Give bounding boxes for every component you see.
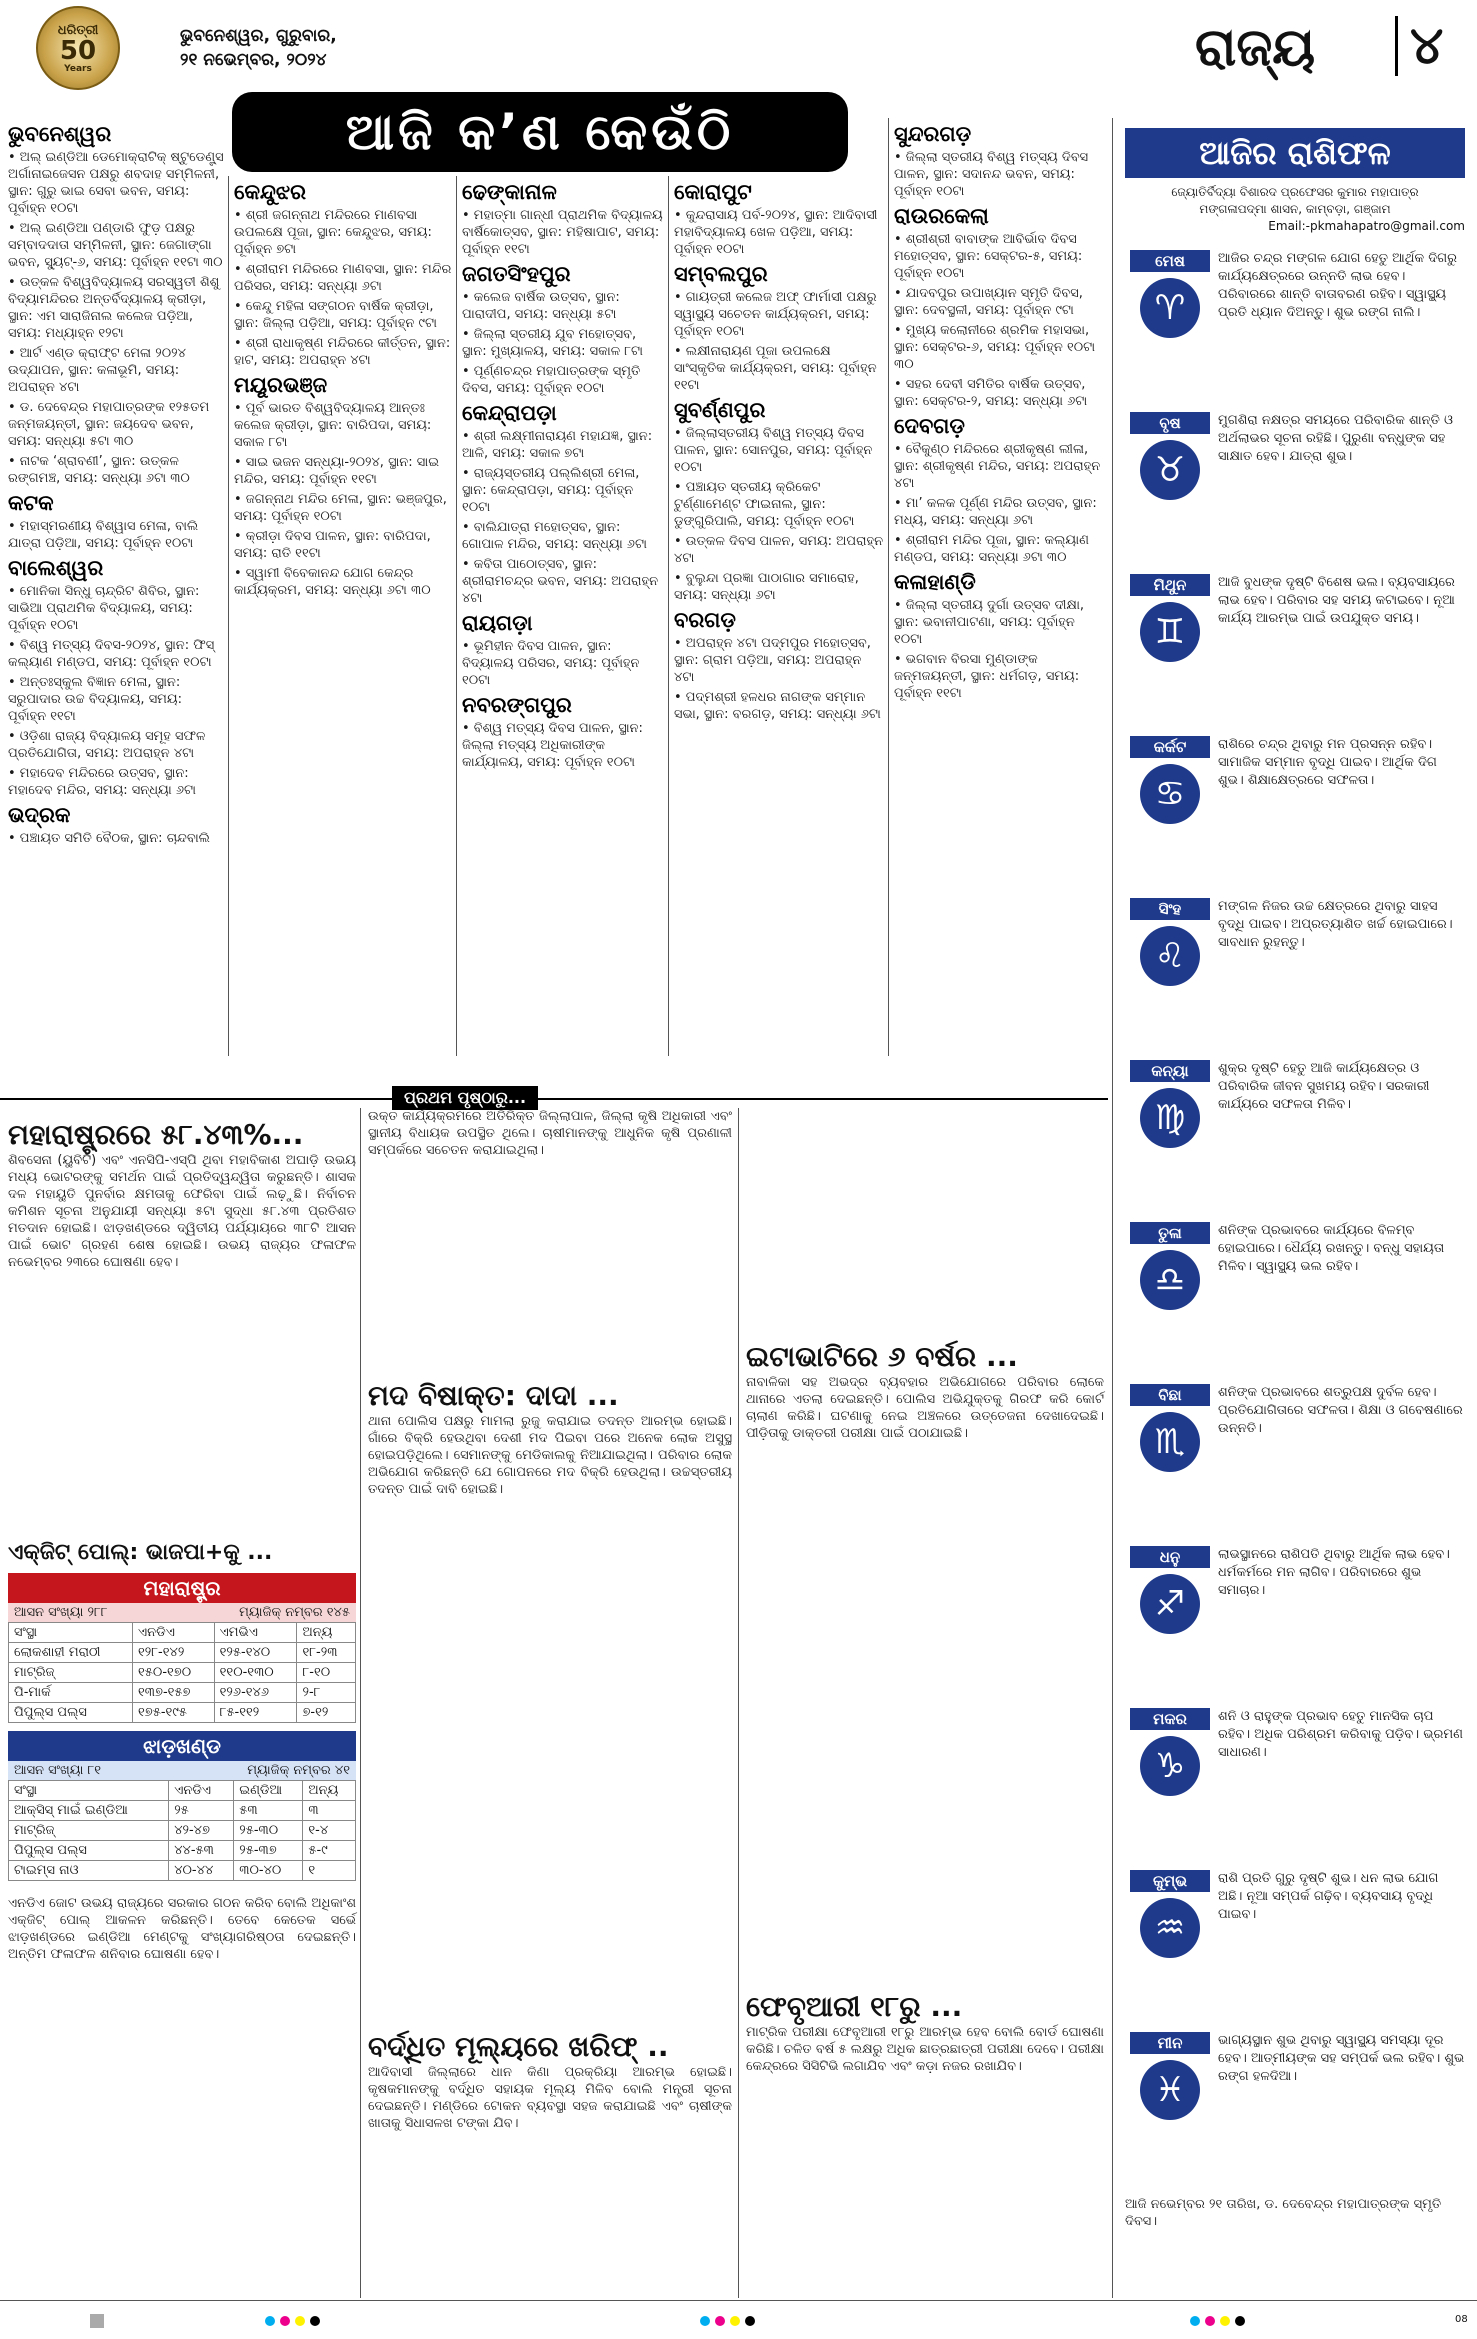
front-page-tag: ପ୍ରଥମ ପୃଷ୍ଠାରୁ... [392, 1086, 538, 1110]
event-city-heading: ଭୁବନେଶ୍ୱର [8, 122, 112, 146]
event-city-heading: ଢେଙ୍କାନାଳ [462, 180, 557, 204]
table-cell: ୧୧୦-୧୩୦ [214, 1663, 297, 1683]
event-item: • ଲକ୍ଷୀନାରାୟଣ ପୂଜା ଉପଲକ୍ଷେ ସାଂସ୍କୃତିକ କାର୍ଯ୍ୟକ୍ରମ, ସମୟ: ପୂର୍ବାହ୍ନ ୧୧ଟା [674, 344, 877, 393]
zodiac-sign-name: ସିଂହ [1130, 898, 1210, 920]
zodiac-sign-badge [1130, 736, 1210, 830]
story-2-lead: ଉକ୍ତ କାର୍ଯ୍ୟକ୍ରମରେ ଅତିରିକ୍ତ ଜିଲ୍ଲାପାଳ, ଜିଲ୍ଲା କୃଷି ଅଧିକାରୀ ଏବଂ ସ୍ଥାନୀୟ ବିଧାୟକ ଉପସ୍ଥିତ ଥିଲେ। ଚାଷୀମାନଙ୍କୁ ଆଧୁନିକ କୃଷି ପ୍ରଣାଳୀ ସମ୍ପର୍କରେ ସଚେତନ କରାଯାଇଥିଲା। [368, 1109, 732, 1158]
zodiac-sign-name: ମୀନ [1130, 2032, 1210, 2054]
event-item: • ଯାଦବପୁର ଉପାଖ୍ୟାନ ସ୍ମୃତି ଦିବସ, ସ୍ଥାନ: ଦେବସ୍ଥଳୀ, ସମୟ: ପୂର୍ବାହ୍ନ ୯ଟା [894, 286, 1083, 318]
zodiac-symbol-icon: ♐ [1140, 1574, 1200, 1634]
event-city-heading: ଜଗତସିଂହପୁର [462, 262, 571, 286]
event-item: • ଶ୍ରୀରାମ ମନ୍ଦିରରେ ମାଣବସା, ସ୍ଥାନ: ମନ୍ଦିର ପରିସର, ସମୟ: ସନ୍ଧ୍ୟା ୬ଟା [234, 262, 452, 294]
event-item: • କ୍ରୀଡ଼ା ଦିବସ ପାଳନ, ସ୍ଥାନ: ବାରିପଦା, ସମୟ: ରାତି ୧୧ଟା [234, 529, 431, 561]
story-february [746, 1990, 1104, 2075]
event-item: • ଡ. ଦେବେନ୍ଦ୍ର ମହାପାତ୍ରଙ୍କ ୧୨୫ତମ ଜନ୍ମଜୟନ୍ତୀ, ସ୍ଥାନ: ଜୟଦେବ ଭବନ, ସମୟ: ସନ୍ଧ୍ୟା ୫ଟା ୩୦ [8, 400, 210, 449]
table-row [9, 1643, 356, 1663]
event-item: • ଜିଲ୍ଲା ସ୍ତରୀୟ ଯୁବ ମହୋତ୍ସବ, ସ୍ଥାନ: ମୁଖ୍ୟାଳୟ, ସମୟ: ସକାଳ ୮ଟା [462, 327, 643, 359]
event-item: • ମୋନିକା ସିନ୍ଧୁ ଚାନ୍ଦ୍ରିଟ ଶିବିର, ସ୍ଥାନ: ସାଭିଆ ପ୍ରାଥମିକ ବିଦ୍ୟାଳୟ, ସମୟ: ପୂର୍ବାହ୍ନ ୧୦ଟା [8, 584, 200, 633]
exit-poll-table [8, 1622, 356, 1723]
event-item: • ପଞ୍ଚାୟତ ସମିତି ବୈଠକ, ସ୍ଥାନ: ଚାନ୍ଦବାଲି [8, 831, 210, 846]
table-cell: ୪୦-୪୪ [169, 1861, 234, 1881]
table-cell: ୧-୪ [303, 1821, 356, 1841]
masthead [0, 0, 1477, 100]
rashiphala-title: ଆଜିର ରାଶିଫଳ [1125, 128, 1465, 178]
event-item: • ଭଗବାନ ବିରସା ମୁଣ୍ଡାଙ୍କ ଜନ୍ମଜୟନ୍ତୀ, ସ୍ଥାନ: ଧର୍ମଗଡ଼, ସମୟ: ପୂର୍ବାହ୍ନ ୧୧ଟା [894, 652, 1080, 701]
story-5-body: ନାବାଳିକା ସହ ଅଭଦ୍ର ବ୍ୟବହାର ଅଭିଯୋଗରେ ପରିବାର ଲୋକେ ଥାନାରେ ଏତଲା ଦେଇଛନ୍ତି। ପୋଲିସ ଅଭିଯୁକ୍ତକୁ ଗିରଫ କରି କୋର୍ଟ ଚାଲାଣ କରିଛି। ଘଟଣାକୁ ନେଇ ଅଞ୍ଚଳରେ ଉତ୍ତେଜନା ଦେଖାଦେଇଛି। ପୀଡ଼ିତାକୁ ଡାକ୍ତରୀ ପରୀକ୍ଷା ପାଇଁ ପଠାଯାଇଛି। [746, 1375, 1104, 1441]
zodiac-sign-badge [1130, 574, 1210, 668]
zodiac-forecast-text: ଶନିଙ୍କ ପ୍ରଭାବରେ କାର୍ଯ୍ୟରେ ବିଳମ୍ବ ହୋଇପାରେ। ଧୈର୍ଯ୍ୟ ରଖନ୍ତୁ। ବନ୍ଧୁ ସହାୟତା ମିଳିବ। ସ୍ୱାସ୍ଥ୍ୟ ଭଲ ରହିବ। [1218, 1223, 1445, 1274]
event-item: • ଶ୍ରୀଶ୍ରୀ ବାବାଙ୍କ ଆବିର୍ଭାବ ଦିବସ ମହୋତ୍ସବ, ସ୍ଥାନ: ସେକ୍ଟର-୫, ସମୟ: ପୂର୍ବାହ୍ନ ୧୦ଟା [894, 232, 1083, 281]
zodiac-symbol-icon: ♌ [1140, 926, 1200, 986]
event-item: • ବୈକୁଣ୍ଠ ମନ୍ଦିରରେ ଶ୍ରୀକୃଷ୍ଣ ଲୀଳା, ସ୍ଥାନ: ଶ୍ରୀକୃଷ୍ଣ ମନ୍ଦିର, ସମୟ: ଅପରାହ୍ନ ୪ଟା [894, 442, 1101, 491]
table-cell: ମାଟ୍ରିଜ୍ [9, 1663, 133, 1683]
event-city-heading: ମୟୂରଭଞ୍ଜ [234, 373, 328, 397]
event-item: • ବିଶ୍ୱ ମତ୍ସ୍ୟ ଦିବସ-୨୦୨୪, ସ୍ଥାନ: ଫିସ୍ କଲ୍ୟାଣ ମଣ୍ଡପ, ସମୟ: ପୂର୍ବାହ୍ନ ୧୦ଟା [8, 638, 215, 670]
zodiac-sign-name: କୁମ୍ଭ [1130, 1870, 1210, 1892]
story-maharashtra [8, 1118, 356, 1271]
story-6-body: ମାଟ୍ରିକ ପରୀକ୍ଷା ଫେବୃଆରୀ ୧୮ରୁ ଆରମ୍ଭ ହେବ ବୋଲି ବୋର୍ଡ ଘୋଷଣା କରିଛି। ଚଳିତ ବର୍ଷ ୫ ଲକ୍ଷରୁ ଅଧିକ ଛାତ୍ରଛାତ୍ରୀ ପରୀକ୍ଷା ଦେବେ। ପରୀକ୍ଷା କେନ୍ଦ୍ରରେ ସିସିଟିଭି ଲଗାଯିବ ଏବଂ କଡ଼ା ନଜର ରଖାଯିବ। [746, 2025, 1104, 2074]
event-item: • କବିତା ପାଠୋତ୍ସବ, ସ୍ଥାନ: ଶ୍ରୀରାମଚନ୍ଦ୍ର ଭବନ, ସମୟ: ଅପରାହ୍ନ ୪ଟା [462, 557, 659, 606]
zodiac-forecast-text: ଆଜିର ଚନ୍ଦ୍ର ମଙ୍ଗଳ ଯୋଗ ହେତୁ ଆର୍ଥିକ ଦିଗରୁ କାର୍ଯ୍ୟକ୍ଷେତ୍ରରେ ଉନ୍ନତି ଲାଭ ହେବ। ପରିବାରରେ ଶାନ୍ତି ବାତାବରଣ ରହିବ। ସ୍ୱାସ୍ଥ୍ୟ ପ୍ରତି ଧ୍ୟାନ ଦିଅନ୍ତୁ। ଶୁଭ ରଙ୍ଗ ନାଲି। [1218, 251, 1457, 320]
event-item: • ପଦ୍ମଶ୍ରୀ ହଳଧର ନାଗଙ୍କ ସମ୍ମାନ ସଭା, ସ୍ଥାନ: ବରଗଡ଼, ସମୟ: ସନ୍ଧ୍ୟା ୬ଟା [674, 690, 881, 722]
event-item: • ଭୂମିହୀନ ଦିବସ ପାଳନ, ସ୍ଥାନ: ବିଦ୍ୟାଳୟ ପରିସର, ସମୟ: ପୂର୍ବାହ୍ନ ୧୦ଟା [462, 639, 640, 688]
story-3-body: ଆଦିବାସୀ ଜିଲ୍ଲାରେ ଧାନ କିଣା ପ୍ରକ୍ରିୟା ଆରମ୍ଭ ହୋଇଛି। କୃଷକମାନଙ୍କୁ ବର୍ଦ୍ଧିତ ସହାୟକ ମୂଲ୍ୟ ମିଳିବ ବୋଲି ମନ୍ତ୍ରୀ ସୂଚନା ଦେଇଛନ୍ତି। ମଣ୍ଡିରେ ଟୋକନ ବ୍ୟବସ୍ଥା ସହଜ କରାଯାଇଛି ଏବଂ ଚାଷୀଙ୍କ ଖାତାକୁ ସିଧାସଳଖ ଟଙ୍କା ଯିବ। [368, 2065, 732, 2131]
majority-mark: ମ୍ୟାଜିକ୍ ନମ୍ବର ୪୧ [247, 1763, 350, 1778]
table-cell: ୧୮-୨୩ [297, 1643, 356, 1663]
rashiphala-byline [1125, 184, 1465, 235]
table-cell: ୨୫ [169, 1801, 234, 1821]
event-item: • ମୁଖ୍ୟ କଲୋନୀରେ ଶ୍ରମିକ ମହାସଭା, ସ୍ଥାନ: ସେକ୍ଟର-୬, ସମୟ: ପୂର୍ବାହ୍ନ ୧୦ଟା ୩୦ [894, 323, 1096, 372]
event-item: • ବିଶ୍ୱ ମତ୍ସ୍ୟ ଦିବସ ପାଳନ, ସ୍ଥାନ: ଜିଲ୍ଲା ମତ୍ସ୍ୟ ଅଧିକାରୀଙ୍କ କାର୍ଯ୍ୟାଳୟ, ସମୟ: ପୂର୍ବାହ୍ନ ୧୦ଟା [462, 721, 643, 770]
event-item: • ମହାଦେବ ମନ୍ଦିରରେ ଉତ୍ସବ, ସ୍ଥାନ: ମହାଦେବ ମନ୍ଦିର, ସମୟ: ସନ୍ଧ୍ୟା ୬ଟା [8, 766, 196, 798]
table-header: ସଂସ୍ଥା [9, 1781, 169, 1801]
events-col-3 [462, 176, 664, 1056]
table-cell: ୭-୧୨ [297, 1703, 356, 1723]
logo-word: ଧରିତ୍ରୀ [57, 22, 99, 38]
story-brick-kiln [746, 1340, 1104, 1442]
page-code: 08 [1455, 2314, 1468, 2325]
logo-sub: Years [64, 63, 92, 74]
event-item: • ଶ୍ରୀରାମ ମନ୍ଦିର ପୂଜା, ସ୍ଥାନ: କଲ୍ୟାଣ ମଣ୍ଡପ, ସମୟ: ସନ୍ଧ୍ୟା ୬ଟା ୩୦ [894, 533, 1089, 565]
zodiac-sign-badge [1130, 250, 1210, 344]
exit-poll-table [8, 1780, 356, 1881]
event-item: • ସ୍ୱାମୀ ବିବେକାନନ୍ଦ ଯୋଗ କେନ୍ଦ୍ର କାର୍ଯ୍ୟକ୍ରମ, ସମୟ: ସନ୍ଧ୍ୟା ୬ଟା ୩୦ [234, 566, 431, 598]
event-item: • ଗାୟତ୍ରୀ କଲେଜ ଅଫ୍ ଫାର୍ମାସୀ ପକ୍ଷରୁ ସ୍ୱାସ୍ଥ୍ୟ ସଚେତନ କାର୍ଯ୍ୟକ୍ରମ, ସମୟ: ପୂର୍ବାହ୍ନ ୧୦ଟା [674, 290, 877, 339]
table-cell: ୪୪-୫୩ [169, 1841, 234, 1861]
rashiphala-address: ମଙ୍ଗଳାପଦ୍ମା ଶାସନ, କାମ୍ବଡ଼ା, ଗଞ୍ଜାମ [1199, 202, 1391, 216]
event-city-heading: କଟକ [8, 491, 54, 515]
zodiac-forecast-text: ମୁଗଶିରା ନକ୍ଷତ୍ର ସମୟରେ ପରିବାରିକ ଶାନ୍ତି ଓ ଅର୍ଥଲାଭର ସୂଚନା ରହିଛି। ପୁରୁଣା ବନ୍ଧୁଙ୍କ ସହ ସାକ୍ଷାତ ହେବ। ଯାତ୍ରା ଶୁଭ। [1218, 413, 1453, 464]
event-item: • ଜିଲ୍ଲାସ୍ତରୀୟ ବିଶ୍ୱ ମତ୍ସ୍ୟ ଦିବସ ପାଳନ, ସ୍ଥାନ: ସୋନପୁର, ସମୟ: ପୂର୍ବାହ୍ନ ୧୦ଟା [674, 426, 873, 475]
event-city-heading: ସୁବର୍ଣ୍ଣପୁର [674, 398, 766, 422]
dateline [180, 24, 337, 72]
zodiac-sign-badge [1130, 898, 1210, 992]
table-cell: ୧୭୫-୧୯୫ [133, 1703, 215, 1723]
event-item: • ରାଜ୍ୟସ୍ତରୀୟ ପଲ୍ଲିଶ୍ରୀ ମେଳା, ସ୍ଥାନ: କେନ୍ଦ୍ରାପଡ଼ା, ସମୟ: ପୂର୍ବାହ୍ନ ୧୦ଟା [462, 466, 640, 515]
event-item: • ଶ୍ରୀ ଜଗନ୍ନାଥ ମନ୍ଦିରରେ ମାଣବସା ଉପଲକ୍ଷେ ପୂଜା, ସ୍ଥାନ: କେନ୍ଦୁଝର, ସମୟ: ପୂର୍ବାହ୍ନ ୭ଟା [234, 208, 432, 257]
table-header: ଅନ୍ୟ [297, 1623, 356, 1643]
event-item: • ପୂର୍ଣ୍ଣଚନ୍ଦ୍ର ମହାପାତ୍ରଙ୍କ ସ୍ମୃତି ଦିବସ, ସମୟ: ପୂର୍ବାହ୍ନ ୧୦ଟା [462, 364, 641, 396]
table-cell: ପି-ମାର୍କ [9, 1683, 133, 1703]
event-item: • କେନ୍ଦୁ ମହିଳା ସଙ୍ଗଠନ ବାର୍ଷିକ କ୍ରୀଡ଼ା, ସ୍ଥାନ: ଜିଲ୍ଲା ପଡ଼ିଆ, ସମୟ: ପୂର୍ବାହ୍ନ ୯ଟା [234, 299, 437, 331]
exit-poll-seat-info [8, 1603, 356, 1622]
newspaper-logo [36, 6, 120, 90]
zodiac-symbol-icon: ♋ [1140, 764, 1200, 824]
zodiac-sign-badge [1130, 1708, 1210, 1802]
exit-poll-section [8, 1540, 356, 1963]
story-5-headline: ଇଟାଭାଟିରେ ୬ ବର୍ଷର ... [746, 1340, 1018, 1373]
dateline-place: ଭୁବନେଶ୍ୱର, ଗୁରୁବାର, [180, 26, 337, 46]
event-city-heading: ରାଉରକେଲା [894, 204, 989, 228]
zodiac-sign-badge [1130, 1546, 1210, 1640]
event-item: • ବାଲିଯାତ୍ରା ମହୋତ୍ସବ, ସ୍ଥାନ: ଗୋପାଳ ମନ୍ଦିର, ସମୟ: ସନ୍ଧ୍ୟା ୬ଟା [462, 520, 647, 552]
event-item: • କୁନ୍ଦରାସାୟ ପର୍ବ-୨୦୨୪, ସ୍ଥାନ: ଆଦିବାସୀ ମହାବିଦ୍ୟାଳୟ ଖେଳ ପଡ଼ିଆ, ସମୟ: ପୂର୍ବାହ୍ନ ୧୦ଟା [674, 208, 878, 257]
page-number: ୪ [1410, 16, 1444, 76]
event-item: • ଜିଲ୍ଲା ସ୍ତରୀୟ ବିଶ୍ୱ ମତ୍ସ୍ୟ ଦିବସ ପାଳନ, ସ୍ଥାନ: ସଦାନନ୍ଦ ଭବନ, ସମୟ: ପୂର୍ବାହ୍ନ ୧୦ଟା [894, 150, 1089, 199]
zodiac-forecast-text: ମଙ୍ଗଳ ନିଜର ଉଚ୍ଚ କ୍ଷେତ୍ରରେ ଥିବାରୁ ସାହସ ବୃଦ୍ଧି ପାଇବ। ଅପ୍ରତ୍ୟାଶିତ ଖର୍ଚ୍ଚ ହୋଇପାରେ। ସାବଧାନ ରୁହନ୍ତୁ। [1218, 899, 1453, 950]
zodiac-forecast-text: ଲାଭସ୍ଥାନରେ ରାଶିପତି ଥିବାରୁ ଆର୍ଥିକ ଲାଭ ହେବ। ଧର୍ମକର୍ମରେ ମନ ଲାଗିବ। ପରିବାରରେ ଶୁଭ ସମାଚାର। [1218, 1547, 1450, 1598]
zodiac-symbol-icon: ♒ [1140, 1898, 1200, 1958]
table-cell: ୪୨-୪୭ [169, 1821, 234, 1841]
events-col-1 [8, 118, 224, 1058]
event-city-heading: ବରଗଡ଼ [674, 608, 736, 632]
event-item: • ଉତ୍କଳ ଦିବସ ପାଳନ, ସମୟ: ଅପରାହ୍ନ ୪ଟା [674, 534, 884, 566]
story-3-headline: ବର୍ଦ୍ଧିତ ମୂଲ୍ୟରେ ଖରିଫ୍ .. [368, 2030, 669, 2063]
zodiac-forecast-text: ଶନି ଓ ରାହୁଙ୍କ ପ୍ରଭାବ ହେତୁ ମାନସିକ ଚାପ ରହିବ। ଅଧିକ ପରିଶ୍ରମ କରିବାକୁ ପଡ଼ିବ। ଭ୍ରମଣ ସାଧାରଣ। [1218, 1709, 1463, 1760]
table-cell: ଲୋକଶାହୀ ମରାଠୀ [9, 1643, 133, 1663]
events-col-5 [894, 118, 1106, 1056]
table-cell: ୩ [303, 1801, 356, 1821]
event-item: • ଶ୍ରୀ ଲକ୍ଷ୍ମୀନାରାୟଣ ମହାଯଜ୍ଞ, ସ୍ଥାନ: ଆଳି, ସମୟ: ସକାଳ ୭ଟା [462, 429, 653, 461]
exit-poll-state: ଝାଡ଼ଖଣ୍ଡ [8, 1731, 356, 1761]
zodiac-symbol-icon: ♈ [1140, 278, 1200, 338]
table-cell: ୧ [303, 1861, 356, 1881]
zodiac-sign-name: ବୃଷ [1130, 412, 1210, 434]
event-city-heading: ଦେବଗଡ଼ [894, 414, 965, 438]
zodiac-sign-name: କର୍କଟ [1130, 736, 1210, 758]
table-row [9, 1841, 356, 1861]
table-cell: ୧୨୮-୧୪୨ [133, 1643, 215, 1663]
section-title: ରାଜ୍ୟ [1195, 18, 1316, 78]
event-city-heading: ସୁନ୍ଦରଗଡ଼ [894, 122, 972, 146]
table-cell: ପିପୁଲ୍ସ ପଲ୍ସ [9, 1841, 169, 1861]
zodiac-forecast-text: ଆଜି ବୁଧଙ୍କ ଦୃଷ୍ଟି ବିଶେଷ ଭଲ। ବ୍ୟବସାୟରେ ଲାଭ ହେବ। ପରିବାର ସହ ସମୟ କଟାଇବେ। ନୂଆ କାର୍ଯ୍ୟ ଆରମ୍ଭ ପାଇଁ ଉପଯୁକ୍ତ ସମୟ। [1218, 575, 1455, 626]
event-item: • ପୂର୍ବ ଭାରତ ବିଶ୍ୱବିଦ୍ୟାଳୟ ଆନ୍ତଃ କଲେଜ କ୍ରୀଡ଼ା, ସ୍ଥାନ: ବାରିପଦା, ସମୟ: ସକାଳ ୮ଟା [234, 401, 432, 450]
zodiac-symbol-icon: ♓ [1140, 2060, 1200, 2120]
table-cell: ୫-୯ [303, 1841, 356, 1861]
table-header: ଏମଭିଏ [214, 1623, 297, 1643]
event-item: • ଜିଲ୍ଲା ସ୍ତରୀୟ ଦୁର୍ଗା ଉତ୍ସବ ଦୀକ୍ଷା, ସ୍ଥାନ: ଭବାନୀପାଟଣା, ସମୟ: ପୂର୍ବାହ୍ନ ୧୦ଟା [894, 598, 1085, 647]
zodiac-forecast-text: ରାଶି ପ୍ରତି ଗୁରୁ ଦୃଷ୍ଟି ଶୁଭ। ଧନ ଲାଭ ଯୋଗ ଅଛି। ନୂଆ ସମ୍ପର୍କ ଗଢ଼ିବ। ବ୍ୟବସାୟ ବୃଦ୍ଧି ପାଇବ। [1218, 1871, 1439, 1922]
zodiac-sign-badge [1130, 1060, 1210, 1154]
seat-count: ଆସନ ସଂଖ୍ୟା ୮୧ [14, 1763, 102, 1778]
event-item: • ନାଟକ ‘ଶ୍ରାବଣୀ’, ସ୍ଥାନ: ଉତ୍କଳ ରଙ୍ଗମଞ୍ଚ, ସମୟ: ସନ୍ଧ୍ୟା ୬ଟା ୩୦ [8, 454, 190, 486]
events-col-4 [674, 176, 884, 1056]
story-liquor [368, 1108, 732, 1498]
story-6-headline: ଫେବୃଆରୀ ୧୮ରୁ ... [746, 1990, 963, 2023]
zodiac-sign-badge [1130, 1870, 1210, 1964]
story-1-body: ଶିବସେନା (ୟୁବିଟି) ଏବଂ ଏନସିପି-ଏସ୍‌ପି ଥିବା ମହାବିକାଶ ଅଘାଡ଼ି ଉଭୟ ମଧ୍ୟ ଭୋଟରଙ୍କୁ ସମର୍ଥନ ପାଇଁ ପ୍ରତିଦ୍ୱନ୍ଦ୍ୱିତା କରୁଛନ୍ତି। ଶାସକ ଦଳ ମହାୟୁତି ପୁନର୍ବାର କ୍ଷମତାକୁ ଫେରିବା ପାଇଁ ଲଢ଼ୁଛି। ନିର୍ବାଚନ କମିଶନ ସୂଚନା ଅନୁଯାୟୀ ସନ୍ଧ୍ୟା ୫ଟା ସୁଦ୍ଧା ୫୮.୪୩ ପ୍ରତିଶତ ମତଦାନ ହୋଇଛି। ଝାଡ଼ଖଣ୍ଡରେ ଦ୍ୱିତୀୟ ପର୍ଯ୍ୟାୟରେ ୩୮ଟି ଆସନ ପାଇଁ ଭୋଟ ଗ୍ରହଣ ଶେଷ ହୋଇଛି। ଉଭୟ ରାଜ୍ୟର ଫଳାଫଳ ନଭେମ୍ବର ୨୩ରେ ଘୋଷଣା ହେବ। [8, 1153, 356, 1270]
events-col-2 [234, 176, 452, 1056]
table-cell: ଟାଇମ୍ସ ନାଓ [9, 1861, 169, 1881]
table-cell: ୧୨୬-୧୪୬ [214, 1683, 297, 1703]
zodiac-sign-name: ମିଥୁନ [1130, 574, 1210, 596]
zodiac-forecast-text: ଭାଗ୍ୟସ୍ଥାନ ଶୁଭ ଥିବାରୁ ସ୍ୱାସ୍ଥ୍ୟ ସମସ୍ୟା ଦୂର ହେବ। ଆତ୍ମୀୟଙ୍କ ସହ ସମ୍ପର୍କ ଭଲ ରହିବ। ଶୁଭ ରଙ୍ଗ ହଳଦିଆ। [1218, 2033, 1465, 2084]
table-row [9, 1801, 356, 1821]
zodiac-sign-name: ଧନୁ [1130, 1546, 1210, 1568]
rashiphala-author: ଜ୍ୟୋତିର୍ବିଦ୍ୟା ବିଶାରଦ ପ୍ରଫେସର କୁମାର ମହାପାତ୍ର [1171, 185, 1419, 199]
zodiac-sign-name: ବିଛା [1130, 1384, 1210, 1406]
table-cell: ୧୫୦-୧୭୦ [133, 1663, 215, 1683]
zodiac-sign-name: ତୁଳା [1130, 1222, 1210, 1244]
zodiac-forecast-text: ରାଶିରେ ଚନ୍ଦ୍ର ଥିବାରୁ ମନ ପ୍ରସନ୍ନ ରହିବ। ସାମାଜିକ ସମ୍ମାନ ବୃଦ୍ଧି ପାଇବ। ଆର୍ଥିକ ଦିଗ ଶୁଭ। ଶିକ୍ଷାକ୍ଷେତ୍ରରେ ସଫଳତା। [1218, 737, 1437, 788]
table-header: ଇଣ୍ଡିଆ [234, 1781, 303, 1801]
event-item: • ଅନ୍ତଃସ୍କୁଲ ବିଜ୍ଞାନ ମେଳା, ସ୍ଥାନ: ସରୁପାଦାର ଉଚ୍ଚ ବିଦ୍ୟାଳୟ, ସମୟ: ପୂର୍ବାହ୍ନ ୧୧ଟା [8, 675, 182, 724]
table-cell: ୨୫-୩୦ [234, 1821, 303, 1841]
event-item: • ଓଡ଼ିଶା ରାଜ୍ୟ ବିଦ୍ୟାଳୟ ସମୂହ ସଫଳ ପ୍ରତିଯୋଗିତା, ସମୟ: ଅପରାହ୍ନ ୪ଟା [8, 729, 206, 761]
event-item: • ଅଲ୍ ଇଣ୍ଡିଆ ଡେମୋକ୍ରାଟିକ୍ ଷ୍ଟୁଡେଣ୍ଟ୍ସ ଅର୍ଗାନାଇଜେସନ ପକ୍ଷରୁ ଶବଦାହ ସମ୍ମିଳନୀ, ସ୍ଥାନ: ଗୁରୁ ଭାଇ ସେବା ଭବନ, ସମୟ: ପୂର୍ବାହ୍ନ ୧୦ଟା [8, 150, 224, 216]
table-header: ଅନ୍ୟ [303, 1781, 356, 1801]
table-row [9, 1663, 356, 1683]
table-cell: ପିପୁଲ୍ସ ପଲ୍ସ [9, 1703, 133, 1723]
event-item: • ପଞ୍ଚାୟତ ସ୍ତରୀୟ କ୍ରିକେଟ ଟୁର୍ଣ୍ଣାମେଣ୍ଟ ଫାଇନାଲ, ସ୍ଥାନ: ଡୁଙ୍ଗୁରିପାଲି, ସମୟ: ପୂର୍ବାହ୍ନ ୧୦ଟା [674, 480, 855, 529]
zodiac-forecast-text: ଶନିଙ୍କ ପ୍ରଭାବରେ ଶତ୍ରୁପକ୍ଷ ଦୁର୍ବଳ ହେବ। ପ୍ରତିଯୋଗିତାରେ ସଫଳତା। ଶିକ୍ଷା ଓ ଗବେଷଣାରେ ଉନ୍ନତି। [1218, 1385, 1463, 1436]
footer-color-marks [0, 2310, 1477, 2334]
event-item: • ଶ୍ରୀ ରାଧାକୃଷ୍ଣ ମନ୍ଦିରରେ କୀର୍ତ୍ତନ, ସ୍ଥାନ: ହାଟ, ସମୟ: ଅପରାହ୍ନ ୪ଟା [234, 336, 451, 368]
event-item: • ଉତ୍କଳ ବିଶ୍ୱବିଦ୍ୟାଳୟ ସରସ୍ୱତୀ ଶିଶୁ ବିଦ୍ୟାମନ୍ଦିରର ଅନ୍ତର୍ବିଦ୍ୟାଳୟ କ୍ରୀଡ଼ା, ସ୍ଥାନ: ଏମ ସାରାଜିନାଲ କଲେଜ ପଡ଼ିଆ, ସମୟ: ମଧ୍ୟାହ୍ନ ୧୨ଟା [8, 275, 220, 341]
event-item: • ସାଇ ଭଜନ ସନ୍ଧ୍ୟା-୨୦୨୪, ସ୍ଥାନ: ସାଇ ମନ୍ଦିର, ସମୟ: ପୂର୍ବାହ୍ନ ୧୧ଟା [234, 455, 440, 487]
zodiac-symbol-icon: ♏ [1140, 1412, 1200, 1472]
exit-poll-title: ଏକ୍‌ଜିଟ୍ ପୋଲ୍: ଭାଜପା+କୁ ... [8, 1540, 273, 1565]
story-kharif [368, 2030, 732, 2132]
event-city-heading: ନବରଙ୍ଗପୁର [462, 693, 572, 717]
zodiac-symbol-icon: ♎ [1140, 1250, 1200, 1310]
table-row [9, 1703, 356, 1723]
event-item: • ଜଗନ୍ନାଥ ମନ୍ଦିର ମେଳା, ସ୍ଥାନ: ଭଞ୍ଜପୁର, ସମୟ: ପୂର୍ବାହ୍ନ ୧୦ଟା [234, 492, 447, 524]
event-item: • ମହାସ୍ମରଣୀୟ ବିଶ୍ୱାସ ମେଳା, ବାଲି ଯାତ୍ରା ପଡ଼ିଆ, ସମୟ: ପୂର୍ବାହ୍ନ ୧୦ଟା [8, 519, 199, 551]
zodiac-sign-badge [1130, 412, 1210, 506]
zodiac-symbol-icon: ♍ [1140, 1088, 1200, 1148]
zodiac-sign-badge [1130, 1222, 1210, 1316]
logo-years: 50 [59, 35, 97, 66]
zodiac-symbol-icon: ♑ [1140, 1736, 1200, 1796]
majority-mark: ମ୍ୟାଜିକ୍ ନମ୍ବର ୧୪୫ [239, 1605, 350, 1620]
story-1-headline: ମହାରାଷ୍ଟ୍ରରେ ୫୮.୪୩%... [8, 1118, 304, 1151]
event-item: • ଅଲ୍ ଇଣ୍ଡିଆ ପଣ୍ଡାରି ଫୁଡ଼ ପକ୍ଷରୁ ସମ୍ବାଦଦାତା ସମ୍ମିଳନୀ, ସ୍ଥାନ: ଜେଗାଙ୍ଗା ଭବନ, ସ୍ୟୁଟ୍-୬, ସମୟ: ପୂର୍ବାହ୍ନ ୧୧ଟା ୩୦ [8, 221, 223, 270]
table-header: ସଂସ୍ଥା [9, 1623, 133, 1643]
rashiphala-footer: ଆଜି ନଭେମ୍ବର ୨୧ ତାରିଖ, ଡ. ଦେବେନ୍ଦ୍ର ମହାପାତ୍ରଙ୍କ ସ୍ମୃତି ଦିବସ। [1125, 2197, 1442, 2229]
zodiac-sign-badge [1130, 1384, 1210, 1478]
event-city-heading: କଳାହାଣ୍ଡି [894, 570, 976, 594]
event-city-heading: କେନ୍ଦୁଝର [234, 180, 307, 204]
table-cell: ମାଟ୍ରିଜ୍ [9, 1821, 169, 1841]
exit-poll-seat-info [8, 1761, 356, 1780]
table-cell: ୧୩୭-୧୫୭ [133, 1683, 215, 1703]
table-cell: ୫୩ [234, 1801, 303, 1821]
table-cell: ୮-୧୦ [297, 1663, 356, 1683]
event-item: • ବୁଲୁନ୍ଦା ପ୍ରଜ୍ଞା ପାଠାଗାର ସମାରୋହ, ସମୟ: ସନ୍ଧ୍ୟା ୬ଟା [674, 571, 859, 603]
table-cell: ୮୫-୧୧୨ [214, 1703, 297, 1723]
table-row [9, 1861, 356, 1881]
event-city-heading: ବାଲେଶ୍ୱର [8, 556, 104, 580]
zodiac-sign-name: କନ୍ୟା [1130, 1060, 1210, 1082]
table-row [9, 1821, 356, 1841]
exit-poll-tables [8, 1573, 356, 1881]
table-row [9, 1683, 356, 1703]
rashiphala-email: Email:-pkmahapatro@gmail.com [1268, 219, 1465, 233]
zodiac-sign-name: ମକର [1130, 1708, 1210, 1730]
zodiac-forecast-text: ଶୁକ୍ର ଦୃଷ୍ଟି ହେତୁ ଆଜି କାର୍ଯ୍ୟକ୍ଷେତ୍ର ଓ ପରିବାରିକ ଜୀବନ ସୁଖମୟ ରହିବ। ସରକାରୀ କାର୍ଯ୍ୟରେ ସଫଳତା ମିଳିବ। [1218, 1061, 1430, 1112]
table-cell: ଆକ୍ସିସ୍ ମାଇଁ ଇଣ୍ଡିଆ [9, 1801, 169, 1821]
event-item: • କଲେଜ ବାର୍ଷିକ ଉତ୍ସବ, ସ୍ଥାନ: ପାରାଦୀପ, ସମୟ: ସନ୍ଧ୍ୟା ୫ଟା [462, 290, 620, 322]
exit-poll-state: ମହାରାଷ୍ଟ୍ର [8, 1573, 356, 1603]
story-2-headline: ମଦ ବିଷାକ୍ତ: ଦାଦା ... [368, 1379, 619, 1412]
table-cell: ୧୨୫-୧୪୦ [214, 1643, 297, 1663]
seat-count: ଆସନ ସଂଖ୍ୟା ୨୮୮ [14, 1605, 108, 1620]
event-item: • ଅପରାହ୍ନ ୪ଟା ପଦ୍ମପୁର ମହୋତ୍ସବ, ସ୍ଥାନ: ଗ୍ରାମ ପଡ଼ିଆ, ସମୟ: ଅପରାହ୍ନ ୪ଟା [674, 636, 871, 685]
event-item: • ମା’ କଳକ ପୂର୍ଣ୍ଣ ମନ୍ଦିର ଉତ୍ସବ, ସ୍ଥାନ: ମଧ୍ୟ, ସମୟ: ସନ୍ଧ୍ୟା ୬ଟା [894, 496, 1097, 528]
event-city-heading: ଭଦ୍ରକ [8, 803, 71, 827]
event-item: • ସହର ଦେବୀ ସମିତିର ବାର୍ଷିକ ଉତ୍ସବ, ସ୍ଥାନ: ସେକ୍ଟର-୨, ସମୟ: ସନ୍ଧ୍ୟା ୬ଟା [894, 377, 1088, 409]
table-header: ଏନଡିଏ [169, 1781, 234, 1801]
table-header: ଏନଡିଏ [133, 1623, 215, 1643]
table-cell: ୨-୮ [297, 1683, 356, 1703]
event-city-heading: କୋରାପୁଟ [674, 180, 752, 204]
story-2-body: ଥାନା ପୋଲିସ ପକ୍ଷରୁ ମାମଲା ରୁଜୁ କରାଯାଇ ତଦନ୍ତ ଆରମ୍ଭ ହୋଇଛି। ଗାଁରେ ବିକ୍ରି ହେଉଥିବା ଦେଶୀ ମଦ ପିଇବା ପରେ ଅନେକ ଲୋକ ଅସୁସ୍ଥ ହୋଇପଡ଼ିଥିଲେ। ସେମାନଙ୍କୁ ମେଡିକାଲକୁ ନିଆଯାଇଥିଲା। ପରିବାର ଲୋକ ଅଭିଯୋଗ କରିଛନ୍ତି ଯେ ଗୋପନରେ ମଦ ବିକ୍ରି ହେଉଥିଲା। ଉଚ୍ଚସ୍ତରୀୟ ତଦନ୍ତ ପାଇଁ ଦାବି ହୋଇଛି। [368, 1414, 732, 1497]
zodiac-symbol-icon: ♊ [1140, 602, 1200, 662]
event-city-heading: ରାୟଗଡ଼ା [462, 611, 533, 635]
zodiac-sign-badge [1130, 2032, 1210, 2126]
events-banner: ଆଜି କ’ଣ କେଉଁଠି [232, 92, 848, 172]
exit-poll-body: ଏନଡିଏ ଜୋଟ ଉଭୟ ରାଜ୍ୟରେ ସରକାର ଗଠନ କରିବ ବୋଲି ଅଧିକାଂଶ ଏକ୍‌ଜିଟ୍ ପୋଲ୍ ଆକଳନ କରିଛନ୍ତି। ତେବେ କେତେକ ସର୍ଭେ ଝାଡ଼ଖଣ୍ଡରେ ଇଣ୍ଡିଆ ମେଣ୍ଟକୁ ସଂଖ୍ୟାଗରିଷ୍ଠତା ଦେଇଛନ୍ତି। ଅନ୍ତିମ ଫଳାଫଳ ଶନିବାର ଘୋଷଣା ହେବ। [8, 1896, 356, 1962]
table-cell: ୩୦-୪୦ [234, 1861, 303, 1881]
event-item: • ଆର୍ଟ ଏଣ୍ଡ କ୍ରାଫ୍ଟ ମେଳା ୨୦୨୪ ଉଦ୍‌ଯାପନ, ସ୍ଥାନ: କଳାଭୂମି, ସମୟ: ଅପରାହ୍ନ ୪ଟା [8, 346, 186, 395]
event-city-heading: କେନ୍ଦ୍ରାପଡ଼ା [462, 401, 557, 425]
event-city-heading: ସମ୍ବଲପୁର [674, 262, 768, 286]
table-cell: ୨୫-୩୭ [234, 1841, 303, 1861]
event-item: • ମହାତ୍ମା ଗାନ୍ଧୀ ପ୍ରାଥମିକ ବିଦ୍ୟାଳୟ ବାର୍ଷିକୋତ୍ସବ, ସ୍ଥାନ: ମହିଷାପାଟ, ସମୟ: ପୂର୍ବାହ୍ନ ୧୧ଟା [462, 208, 663, 257]
dateline-date: ୨୧ ନଭେମ୍ବର, ୨୦୨୪ [180, 50, 327, 70]
zodiac-sign-name: ମେଷ [1130, 250, 1210, 272]
zodiac-symbol-icon: ♉ [1140, 440, 1200, 500]
